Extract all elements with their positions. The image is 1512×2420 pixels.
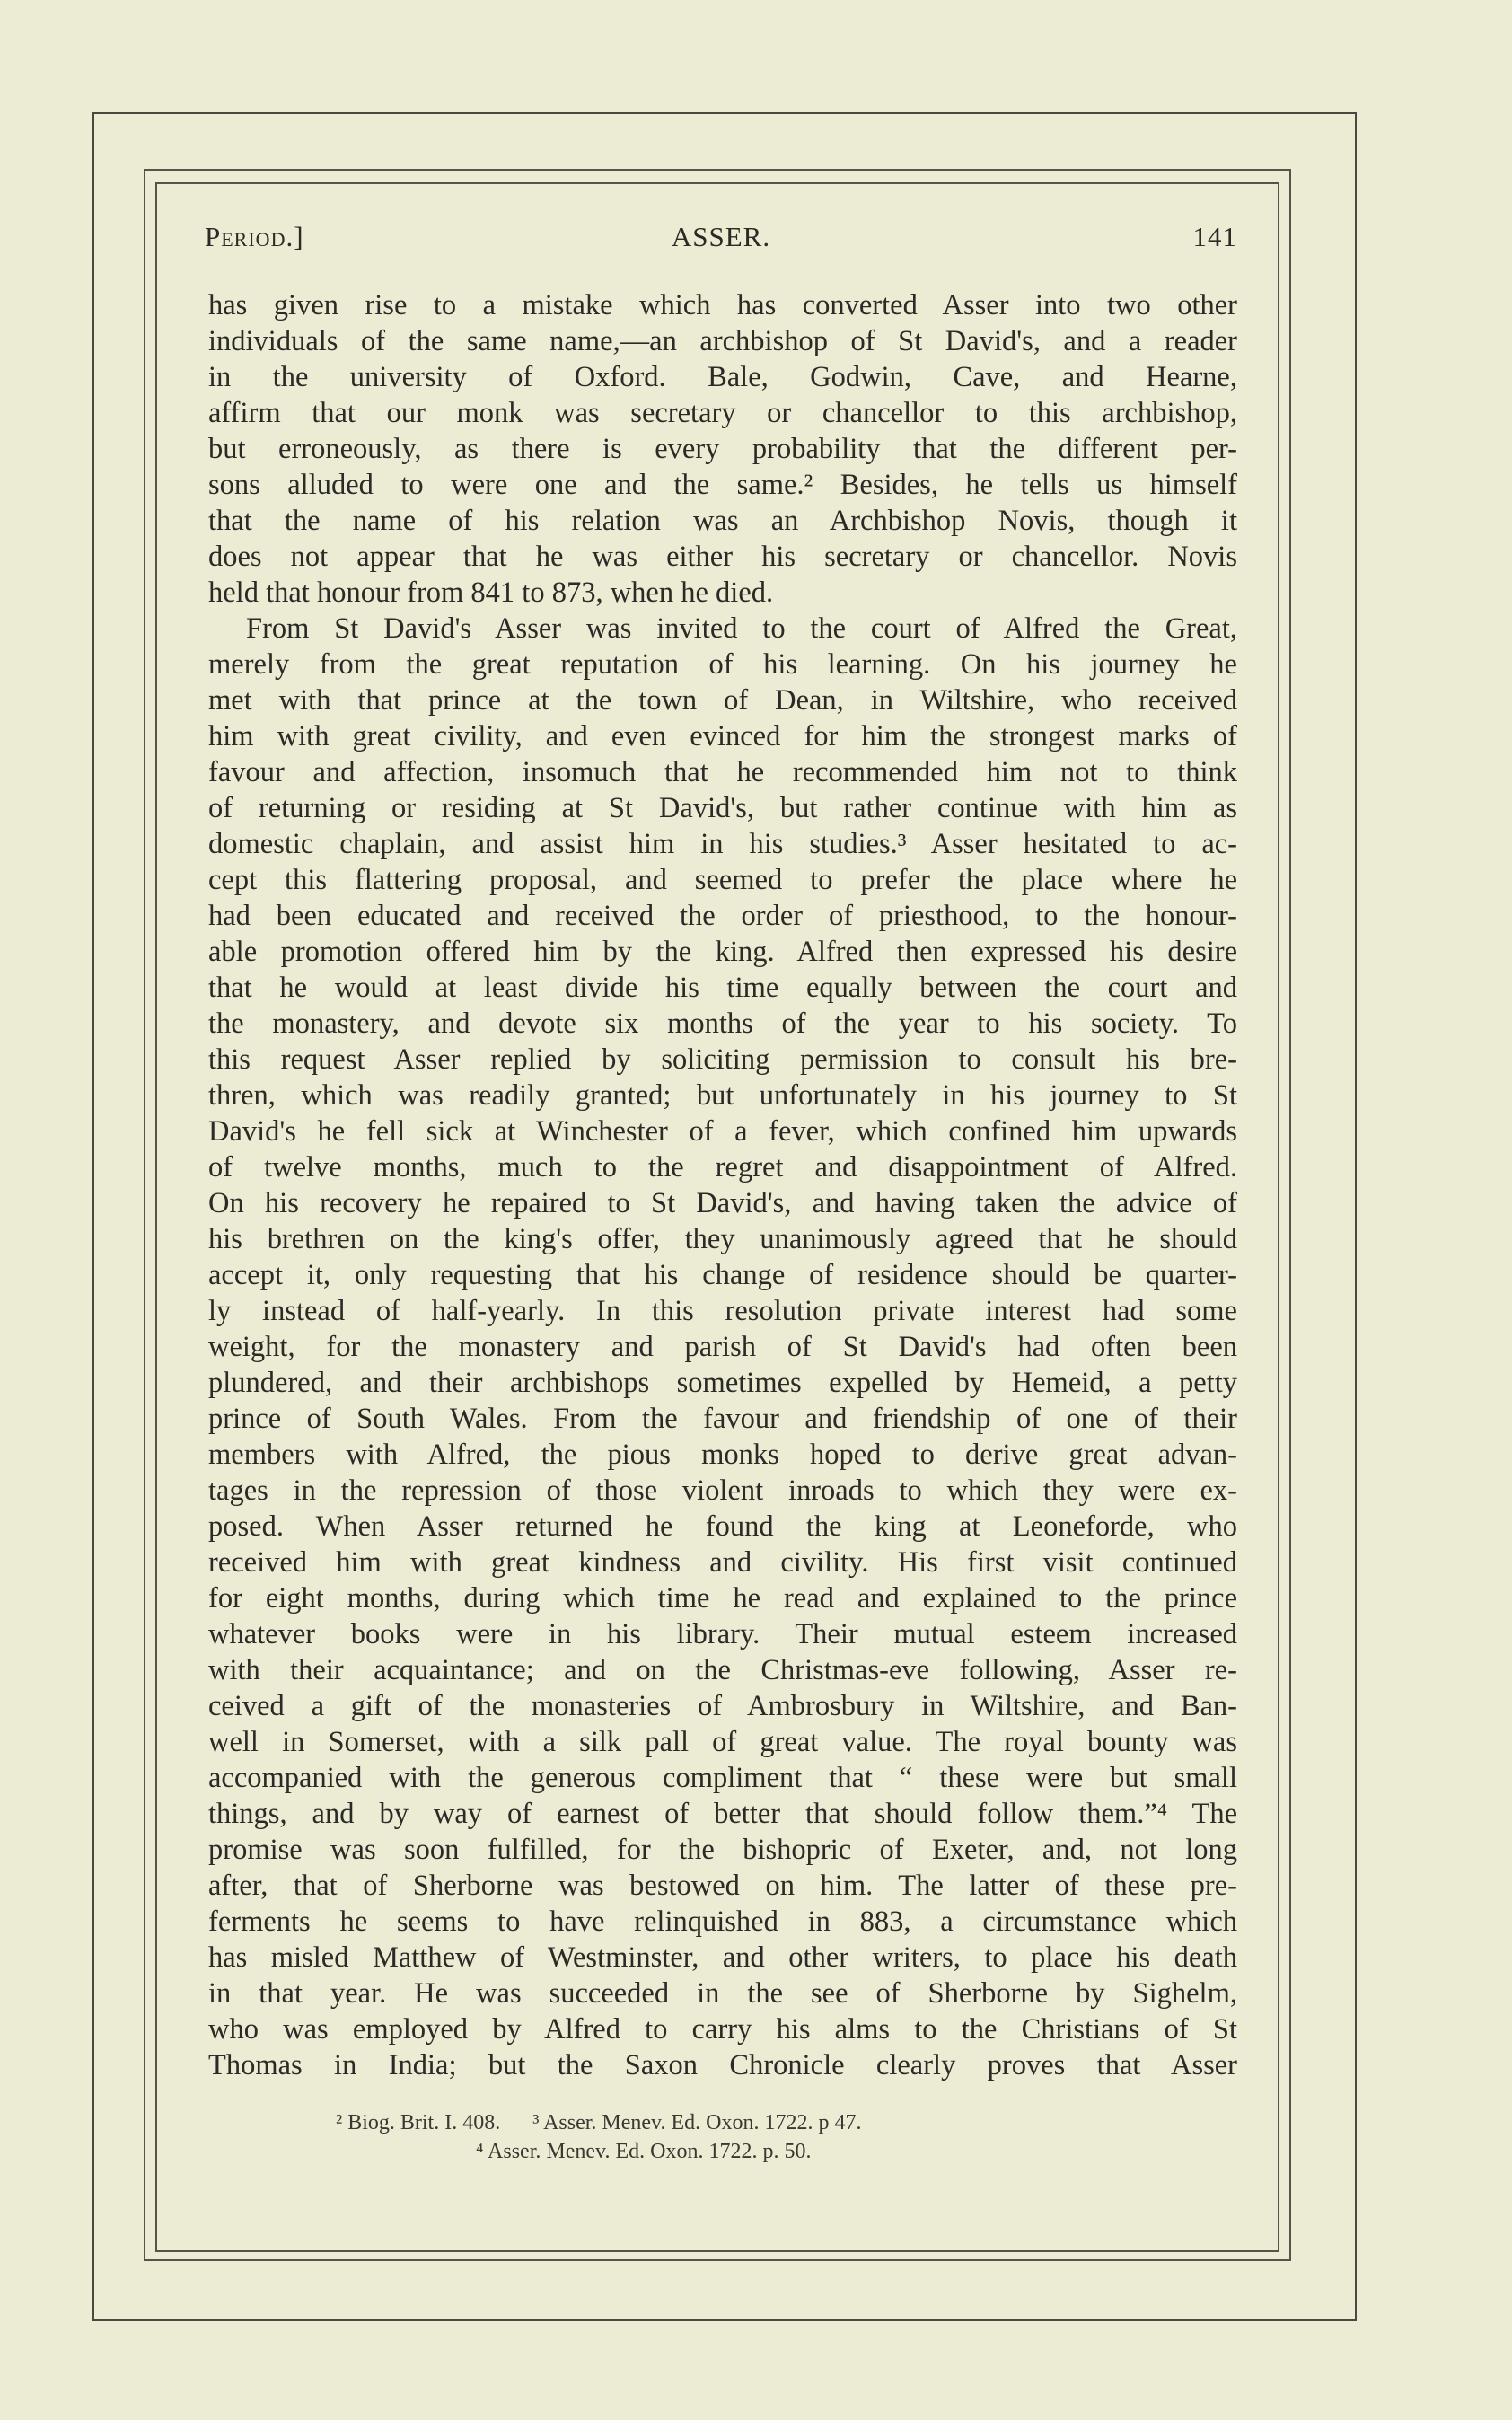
text-line: things, and by way of earnest of better that should follow them.”⁴ The [208, 1798, 1237, 1830]
text-line: individuals of the same name,—an archbishop of St David's, and a reader [208, 325, 1237, 357]
text-line: cept this flattering proposal, and seemed to prefer the place where he [208, 864, 1237, 896]
text-line: but erroneously, as there is every probability that the different per- [208, 433, 1237, 465]
text-line: that he would at least divide his time equally between the court and [208, 972, 1237, 1004]
text-line: accept it, only requesting that his change of residence should be quarter- [208, 1259, 1237, 1291]
footnote-3: ³ Asser. Menev. Ed. Oxon. 1722. p 47. [532, 2111, 862, 2134]
text-line: merely from the great reputation of his learning. On his journey he [208, 648, 1237, 681]
text-line: posed. When Asser returned he found the king at Leoneforde, who [208, 1510, 1237, 1543]
text-line: David's he fell sick at Winchester of a fever, which confined him upwards [208, 1115, 1237, 1148]
text-line: the monastery, and devote six months of the year to his society. To [208, 1008, 1237, 1040]
text-line: in that year. He was succeeded in the see of Sherborne by Sighelm, [208, 1977, 1237, 2010]
text-line: Thomas in India; but the Saxon Chronicle clearly proves that Asser [208, 2049, 1237, 2081]
text-line: after, that of Sherborne was bestowed on him. The latter of these pre- [208, 1870, 1237, 1902]
text-line: has given rise to a mistake which has converted Asser into two other [208, 289, 1237, 321]
text-line: whatever books were in his library. Their mutual esteem increased [208, 1618, 1237, 1650]
text-line: this request Asser replied by soliciting permission to consult his bre- [208, 1043, 1237, 1076]
text-line: prince of South Wales. From the favour and friendship of one of their [208, 1403, 1237, 1435]
text-line: On his recovery he repaired to St David's, and having taken the advice of [208, 1187, 1237, 1219]
text-line: thren, which was readily granted; but unfortunately in his journey to St [208, 1079, 1237, 1112]
text-line: ly instead of half-yearly. In this resolution private interest had some [208, 1295, 1237, 1327]
text-line: his brethren on the king's offer, they unanimously agreed that he should [208, 1223, 1237, 1255]
text-line: well in Somerset, with a silk pall of great value. The royal bounty was [208, 1726, 1237, 1758]
text-line: him with great civility, and even evinced for him the strongest marks of [208, 720, 1237, 752]
text-line: has misled Matthew of Westminster, and other writers, to place his death [208, 1941, 1237, 1974]
text-line: sons alluded to were one and the same.² Besides, he tells us himself [208, 469, 1237, 501]
text-line: held that honour from 841 to 873, when he died. [208, 576, 774, 609]
header-section: Period.] [205, 221, 304, 252]
footnote-4: ⁴ Asser. Menev. Ed. Oxon. 1722. p. 50. [476, 2140, 812, 2163]
text-line: domestic chaplain, and assist him in his studies.³ Asser hesitated to ac- [208, 828, 1237, 860]
text-line: does not appear that he was either his secretary or chancellor. Novis [208, 541, 1237, 573]
text-line: From St David's Asser was invited to the court of Alfred the Great, [246, 612, 1237, 645]
text-line: who was employed by Alfred to carry his alms to the Christians of St [208, 2013, 1237, 2046]
text-line: promise was soon fulfilled, for the bishopric of Exeter, and, not long [208, 1834, 1237, 1866]
text-line: ceived a gift of the monasteries of Ambrosbury in Wiltshire, and Ban- [208, 1690, 1237, 1722]
footnote-row [208, 2137, 1237, 2166]
page-number: 141 [1192, 221, 1237, 252]
running-header [205, 221, 1237, 260]
text-line: had been educated and received the order of priesthood, to the honour- [208, 900, 1237, 932]
text-line: for eight months, during which time he read and explained to the prince [208, 1582, 1237, 1615]
text-line: that the name of his relation was an Archbishop Novis, though it [208, 505, 1237, 537]
text-line: able promotion offered him by the king. Alfred then expressed his desire [208, 936, 1237, 968]
text-line: in the university of Oxford. Bale, Godwin, Cave, and Hearne, [208, 361, 1237, 393]
text-line: of twelve months, much to the regret and disappointment of Alfred. [208, 1151, 1237, 1184]
header-title: ASSER. [671, 221, 771, 252]
text-line: affirm that our monk was secretary or chancellor to this archbishop, [208, 397, 1237, 429]
body-text [208, 287, 1237, 2083]
text-line: accompanied with the generous compliment that “ these were but small [208, 1762, 1237, 1794]
text-line: of returning or residing at St David's, but rather continue with him as [208, 792, 1237, 824]
text-line: members with Alfred, the pious monks hoped to derive great advan- [208, 1439, 1237, 1471]
text-line: weight, for the monastery and parish of St David's had often been [208, 1331, 1237, 1363]
text-line: met with that prince at the town of Dean, in Wiltshire, who received [208, 684, 1237, 717]
text-line: received him with great kindness and civility. His first visit continued [208, 1546, 1237, 1579]
footnote-2: ² Biog. Brit. I. 408. [336, 2111, 501, 2134]
footnote-row [208, 2108, 1237, 2137]
text-line: tages in the repression of those violent inroads to which they were ex- [208, 1474, 1237, 1507]
text-line: favour and affection, insomuch that he recommended him not to think [208, 756, 1237, 788]
text-line: ferments he seems to have relinquished in 883, a circumstance which [208, 1905, 1237, 1938]
text-line: plundered, and their archbishops sometimes expelled by Hemeid, a petty [208, 1367, 1237, 1399]
text-line: with their acquaintance; and on the Christmas-eve following, Asser re- [208, 1654, 1237, 1686]
footnotes [208, 2108, 1237, 2166]
